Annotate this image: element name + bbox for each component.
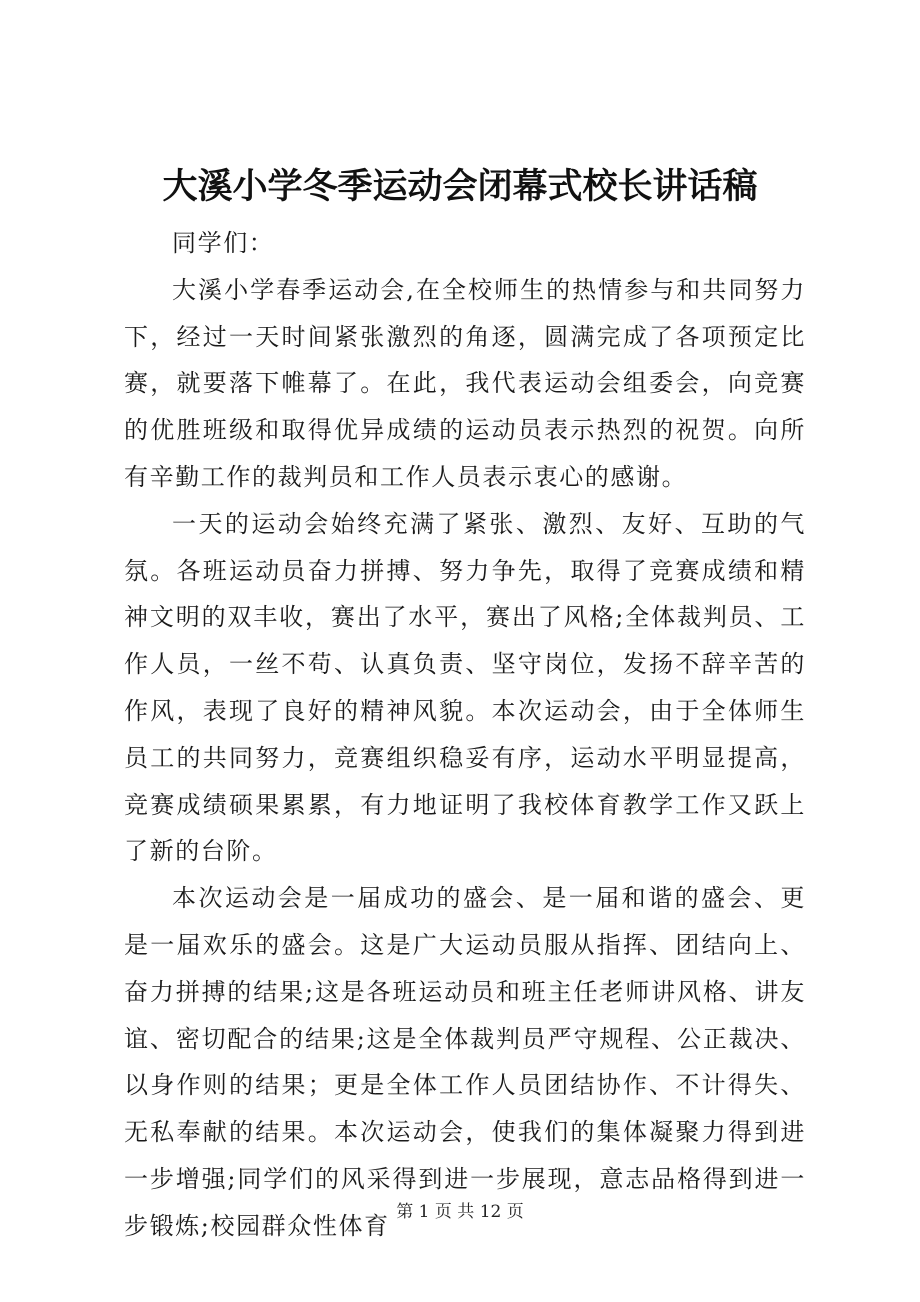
page-number-footer: 第 1 页 共 12 页 [396,1202,524,1222]
paragraph-2: 一天的运动会始终充满了紧张、激烈、友好、互助的气氛。各班运动员奋力拼搏、努力争先，取得了竞赛成绩和精神文明的双丰收，赛出了水平，赛出了风格;全体裁判员、工作人员，一丝不苟、认真负责、坚守岗位，发扬不辞辛苦的作风，表现了良好的精神风貌。本次运动会，由于全体师生员工的共同努力，竞赛组织稳妥有序，运动水平明显提高，竞赛成绩硕果累累，有力地证明了我校体育教学工作又跃上了新的台阶。 [124,509,806,866]
document-title: 大溪小学冬季运动会闭幕式校长讲话稿 [162,166,758,207]
paragraph-1: 大溪小学春季运动会,在全校师生的热情参与和共同努力下，经过一天时间紧张激烈的角逐，圆满完成了各项预定比赛，就要落下帷幕了。在此，我代表运动会组委会，向竞赛的优胜班级和取得优异成绩的运动员表示热烈的祝贺。向所有辛勤工作的裁判员和工作人员表示衷心的感谢。 [124,275,806,491]
paragraph-3: 本次运动会是一届成功的盛会、是一届和谐的盛会、更是一届欢乐的盛会。这是广大运动员服从指挥、团结向上、奋力拼搏的结果;这是各班运动员和班主任老师讲风格、讲友谊、密切配合的结果;这是全体裁判员严守规程、公正裁决、以身作则的结果；更是全体工作人员团结协作、不计得失、无私奉献的结果。本次运动会，使我们的集体凝聚力得到进一步增强;同学们的风采得到进一步展现，意志品格得到进一步锻炼;校园群众性体育 [124,884,806,1240]
document-body [124,220,806,1250]
greeting: 同学们： [172,229,275,257]
